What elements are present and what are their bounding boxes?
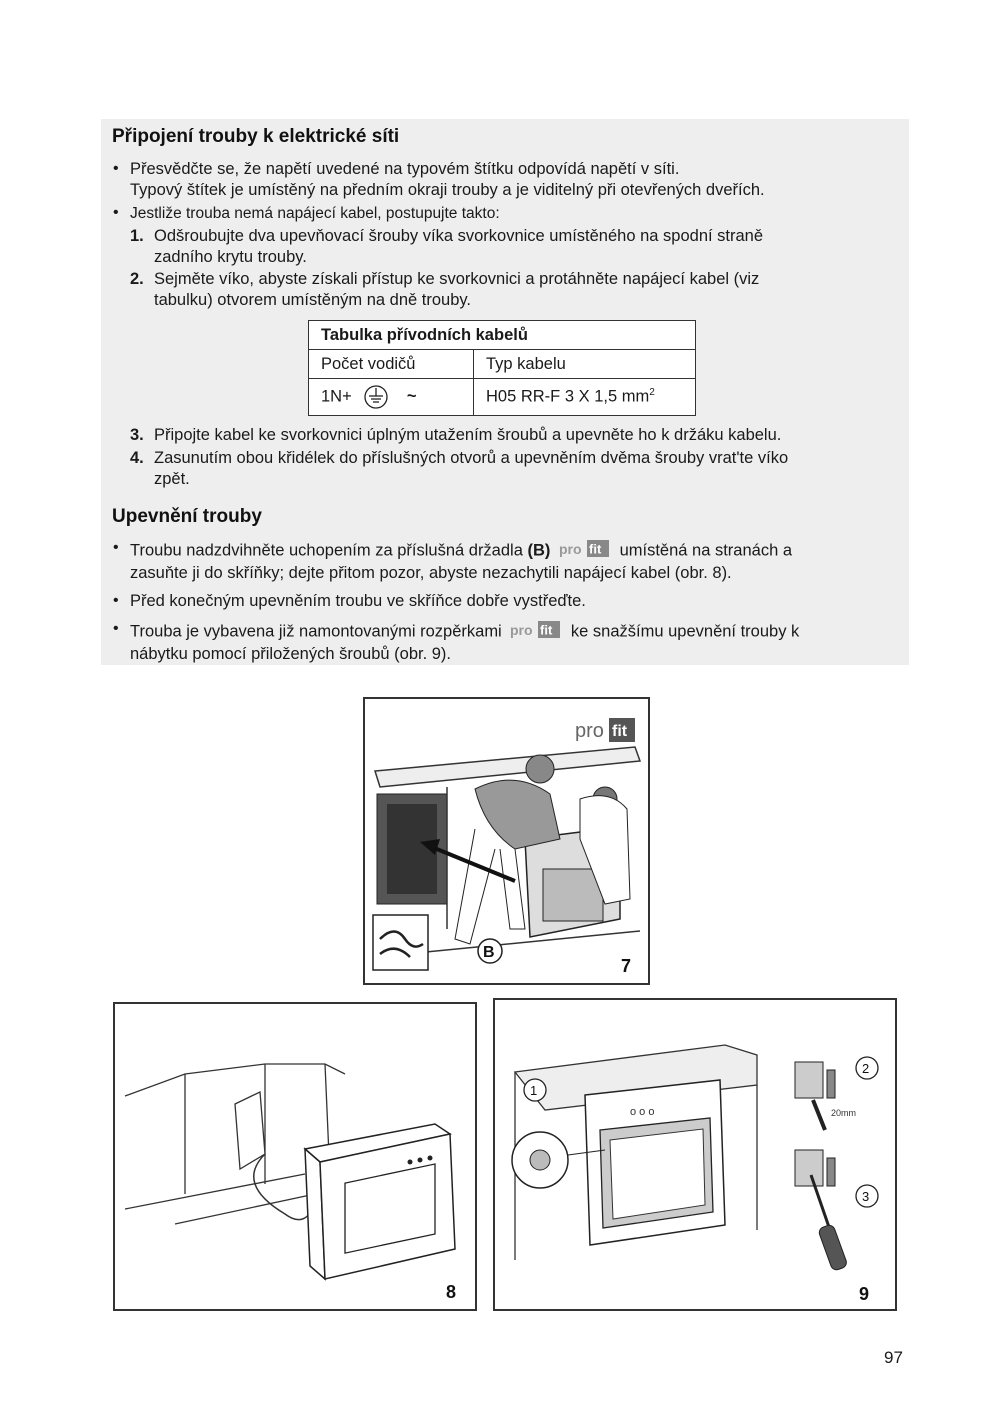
- bullet-marker: •: [113, 592, 119, 609]
- figure-8: [113, 1002, 477, 1311]
- cable-table-cell-type: [474, 379, 696, 416]
- bullet1-line2: Typový štítek je umístěný na předním okraji trouby a je viditelný při otevřených dveřích.: [130, 181, 765, 199]
- fig7-logo-pro: pro: [575, 720, 604, 742]
- svg-text:o o o: o o o: [630, 1106, 655, 1118]
- install-bullet3-part2: ke snažšímu upevnění trouby k: [570, 622, 800, 641]
- cable-type-value: H05 RR-F 3 X 1,5 mm: [486, 387, 650, 406]
- install-bullet1-line2: zasuňte ji do skříňky; dejte přitom pozor, abyste nezachytili napájecí kabel (obr. 8).: [130, 564, 732, 582]
- install-bullet1-bold: (B): [527, 541, 551, 560]
- install-bullet1-part2: umístěná na stranách a: [619, 541, 793, 560]
- profit-logo-icon: [510, 619, 562, 645]
- install-bullet3-line1: [130, 619, 799, 645]
- page-number: 97: [884, 1348, 903, 1367]
- cable-table-cell-conductors: [309, 379, 474, 416]
- figure-8-illustration: [115, 1004, 475, 1309]
- step1-line1: Odšroubujte dva upevňovací šrouby víka svorkovnice umístěného na spodní straně: [154, 227, 764, 245]
- cable-table: [308, 320, 696, 416]
- step4-line2: zpět.: [154, 470, 190, 488]
- install-bullet3-line2: nábytku pomocí přiložených šroubů (obr. 9).: [130, 645, 452, 663]
- fig9-step-3: 3: [862, 1189, 870, 1204]
- cable-table-header-type: Typ kabelu: [474, 350, 696, 379]
- figure-9-illustration: [495, 1000, 895, 1309]
- profit-logo-fit: fit: [588, 541, 602, 557]
- profit-logo-pro: pro: [510, 622, 533, 638]
- install-bullet2: Před konečným upevněním troubu ve skříňce dobře vystřeďte.: [130, 592, 586, 610]
- section-title-connection: Připojení trouby k elektrické síti: [112, 126, 400, 147]
- step-number: 4.: [130, 449, 144, 467]
- step-number: 1.: [130, 227, 144, 245]
- ground-icon: [362, 384, 390, 410]
- figure-9: [493, 998, 897, 1311]
- figure-9-number: 9: [859, 1284, 870, 1304]
- step-number: 2.: [130, 270, 144, 288]
- bullet-marker: •: [113, 204, 119, 221]
- step4-line1: Zasunutím obou křidélek do příslušných otvorů a upevněním dvěma šrouby vrat'te víko: [154, 449, 789, 467]
- fig9-step-1: 1: [530, 1083, 538, 1098]
- figure-7-number: 7: [621, 956, 632, 976]
- fig7-label-b: B: [483, 944, 495, 961]
- bullet-marker: •: [113, 539, 119, 556]
- step3-line1: Připojte kabel ke svorkovnici úplným utažením šroubů a upevněte ho k držáku kabelu.: [154, 426, 782, 444]
- install-bullet1-part1: Troubu nadzdvihněte uchopením za příslušná držadla: [130, 541, 523, 560]
- figure-7: [363, 697, 650, 985]
- profit-logo-pro: pro: [558, 541, 582, 557]
- install-bullet3-part1: Trouba je vybavena již namontovanými rozpěrkami: [130, 622, 502, 641]
- fig9-step-2: 2: [862, 1061, 870, 1076]
- figure-7-illustration: [365, 699, 648, 983]
- profit-logo-icon: [559, 538, 611, 564]
- bullet-marker: •: [113, 620, 119, 637]
- step-number: 3.: [130, 426, 144, 444]
- fig9-dimension: 20mm: [831, 1108, 857, 1118]
- fig7-logo-fit: fit: [612, 723, 628, 740]
- profit-logo-fit: fit: [540, 622, 553, 638]
- bullet2-text: Jestliže trouba nemá napájecí kabel, postupujte takto:: [130, 205, 500, 222]
- install-bullet1-line1: [130, 538, 792, 564]
- figure-8-number: 8: [446, 1282, 457, 1302]
- cable-table-title: Tabulka přívodních kabelů: [309, 321, 696, 350]
- step2-line2: tabulku) otvorem umístěným na dně trouby.: [154, 291, 472, 309]
- cable-table-header-conductors: Počet vodičů: [309, 350, 474, 379]
- step2-line1: Sejměte víko, abyste získali přístup ke svorkovnici a protáhněte napájecí kabel (viz: [154, 270, 760, 288]
- step1-line2: zadního krytu trouby.: [154, 248, 307, 266]
- cable-type-sup: 2: [649, 387, 655, 399]
- bullet-marker: •: [113, 160, 119, 177]
- section-title-installation: Upevnění trouby: [112, 506, 262, 527]
- alternating-current-symbol: ~: [406, 387, 417, 406]
- conductor-count: 1N+: [321, 387, 352, 406]
- bullet1-line1: Přesvědčte se, že napětí uvedené na typovém štítku odpovídá napětí v síti.: [130, 160, 680, 178]
